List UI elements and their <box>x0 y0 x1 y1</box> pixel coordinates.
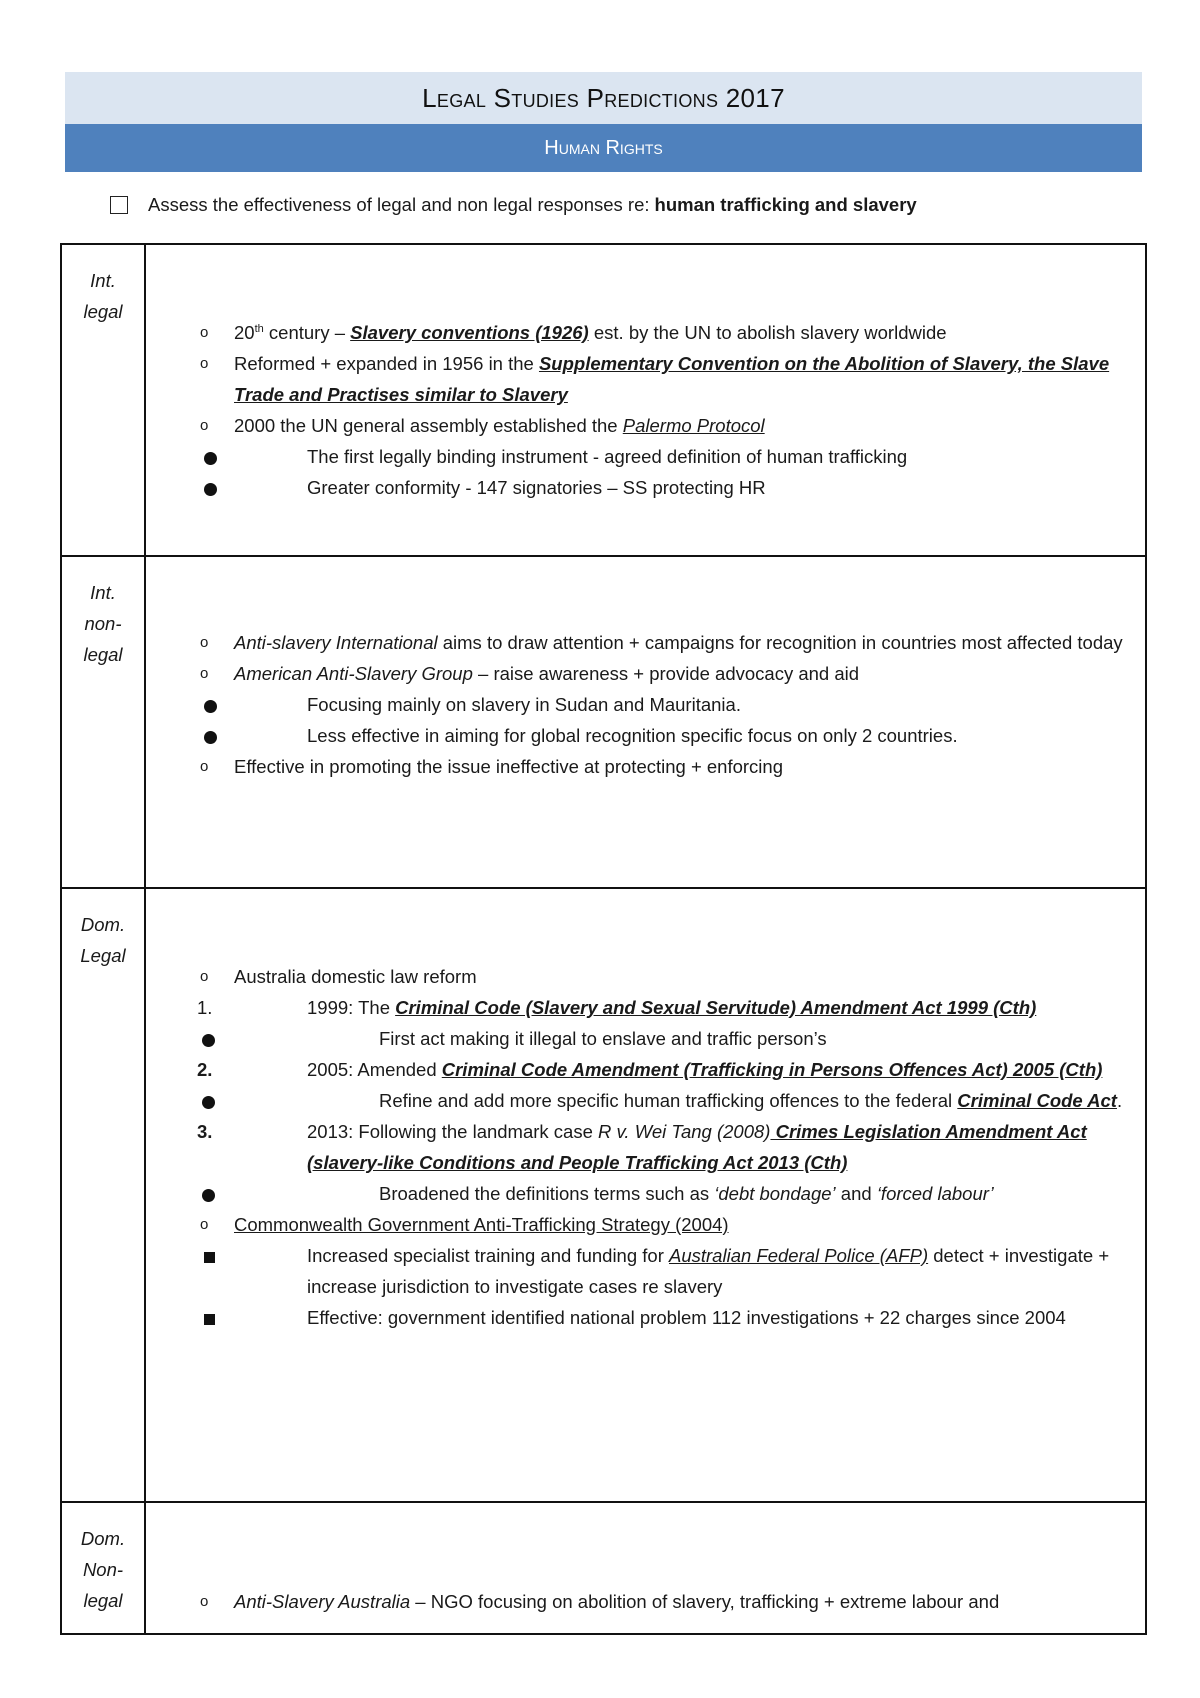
row-label-int-non-legal <box>61 556 145 888</box>
list-item <box>234 1302 1131 1333</box>
label-line: Int. <box>90 582 116 603</box>
row-content-dom-legal <box>145 888 1146 1502</box>
text: 20 <box>234 322 255 343</box>
row-label-dom-non-legal <box>61 1502 145 1634</box>
row-int-non-legal <box>61 556 1146 888</box>
document-title: Legal Studies Predictions 2017 <box>422 82 785 113</box>
organisation-name: Anti-slavery International <box>234 632 438 653</box>
row-content-dom-non-legal <box>145 1502 1146 1634</box>
row-dom-non-legal <box>61 1502 1146 1634</box>
text: and <box>835 1183 877 1204</box>
text: ‘debt bondage’ <box>714 1183 836 1204</box>
text: th <box>254 322 264 335</box>
text: Reformed + expanded <box>234 353 423 374</box>
text: terms such as <box>593 1183 715 1204</box>
row-label-int-legal <box>61 244 145 556</box>
text: aims to draw attention + campaigns for recognition in countries most affected today <box>437 632 1123 653</box>
list-item <box>234 751 1131 782</box>
text: Less effective in aiming for global recognition <box>307 725 681 746</box>
task-line <box>110 194 917 216</box>
text: est. by the UN to abolish slavery worldwide <box>588 322 947 343</box>
text: Australia domestic law reform <box>234 966 477 987</box>
list-item <box>234 441 1131 472</box>
list-item <box>234 720 1131 751</box>
label-line: legal <box>83 644 123 665</box>
case-reference: Palermo Protocol <box>622 415 765 436</box>
list-item <box>234 961 1131 992</box>
list-item <box>234 1023 1131 1054</box>
label-line: Dom. <box>80 1528 126 1549</box>
list-number: 1. <box>197 997 213 1018</box>
case-reference: Criminal Code Act <box>957 1090 1117 1111</box>
text: 2013: Following the landmark case <box>307 1121 599 1142</box>
text: The first legally binding instrument - agreed definition of human trafficking <box>307 446 908 467</box>
list-item <box>234 1240 1131 1302</box>
organisation-name: Australian Federal Police (AFP) <box>669 1245 929 1266</box>
list-item <box>234 627 1131 658</box>
section-title: Human Rights <box>544 136 663 159</box>
case-reference: Criminal Code (Slavery and Sexual Servitude) Amendment Act 1999 (Cth) <box>395 997 1037 1018</box>
section-header-bar <box>65 124 1142 172</box>
text: in 1956 in the <box>422 353 539 374</box>
organisation-name: American Anti-Slavery Group <box>234 663 473 684</box>
text: specific focus on only 2 countries. <box>680 725 958 746</box>
task-checkbox[interactable] <box>110 196 128 214</box>
list-item <box>234 1085 1131 1116</box>
task-topic: human trafficking and slavery <box>654 194 917 215</box>
label-line: legal <box>83 1590 123 1611</box>
label-line: Legal <box>80 945 126 966</box>
text: ‘forced labour’ <box>876 1183 994 1204</box>
text: Increased specialist training and funding for <box>307 1245 669 1266</box>
case-reference: Crimes Legislation Amendment Act (slavery-like Conditions and People Trafficking Act 2013 (Cth) <box>307 1121 1087 1173</box>
case-reference: Criminal Code Amendment (Trafficking in Persons Offences Act) 2005 (Cth) <box>441 1059 1103 1080</box>
label-line: legal <box>83 301 123 322</box>
list-item <box>234 348 1131 410</box>
list-item <box>234 410 1131 441</box>
case-reference: Supplementary Convention on the Abolition of Slavery, the Slave Trade and Practises similar to Slavery <box>234 353 1110 405</box>
list-item <box>234 689 1131 720</box>
list-item <box>234 1209 1131 1240</box>
text: 1999: The <box>307 997 396 1018</box>
task-prefix: Assess the effectiveness of legal and non legal responses re: <box>148 194 650 215</box>
case-reference: Slavery conventions (1926) <box>350 322 589 343</box>
label-line: Int. <box>90 270 116 291</box>
row-content-int-non-legal <box>145 556 1146 888</box>
document-title-bar <box>65 72 1142 124</box>
text: 2005: Amended <box>307 1059 442 1080</box>
text: detect + investigate + increase jurisdiction to investigate cases re slavery <box>307 1245 1110 1297</box>
text: Effective in promoting the issue <box>234 756 496 777</box>
text: . <box>1116 1090 1123 1111</box>
list-item <box>234 1586 1131 1617</box>
text: First act making it illegal to enslave and traffic person’s <box>379 1028 827 1049</box>
numbered-item <box>197 992 1131 1023</box>
text: 2000 the UN general assembly established the <box>234 415 623 436</box>
text: Focusing mainly on slavery in Sudan and Mauritania. <box>307 694 741 715</box>
numbered-item <box>197 1116 1131 1178</box>
text: – raise awareness + provide advocacy and aid <box>472 663 860 684</box>
notes-table <box>60 243 1147 1635</box>
row-content-int-legal <box>145 244 1146 556</box>
case-name: R v. Wei Tang (2008) <box>598 1121 771 1142</box>
text: Effective: government identified national problem <box>307 1307 712 1328</box>
text: century – <box>263 322 351 343</box>
text: 112 investigations + 22 charges since 2004 <box>711 1307 1066 1328</box>
list-item <box>234 317 1131 348</box>
label-line: Non- <box>82 1559 124 1580</box>
row-int-legal <box>61 244 1146 556</box>
list-number: 2. <box>197 1059 213 1080</box>
organisation-name: Anti-Slavery Australia <box>234 1591 411 1612</box>
row-label-dom-legal <box>61 888 145 1502</box>
text: Greater conformity - 147 signatories – SS protecting HR <box>307 477 766 498</box>
label-line: Dom. <box>80 914 126 935</box>
text: Broadened the definitions <box>379 1183 594 1204</box>
strategy-reference: Commonwealth Government Anti-Trafficking Strategy (2004) <box>234 1214 729 1235</box>
list-number: 3. <box>197 1121 213 1142</box>
text: – NGO focusing on abolition of slavery, trafficking + extreme labour and <box>410 1591 1000 1612</box>
numbered-item <box>197 1054 1131 1085</box>
text: ineffective at protecting + enforcing <box>495 756 783 777</box>
list-item <box>234 472 1131 503</box>
label-line: non- <box>84 613 122 634</box>
text: Refine and add more specific human trafficking offences to the federal <box>379 1090 958 1111</box>
list-item <box>234 658 1131 689</box>
row-dom-legal <box>61 888 1146 1502</box>
list-item <box>234 1178 1131 1209</box>
